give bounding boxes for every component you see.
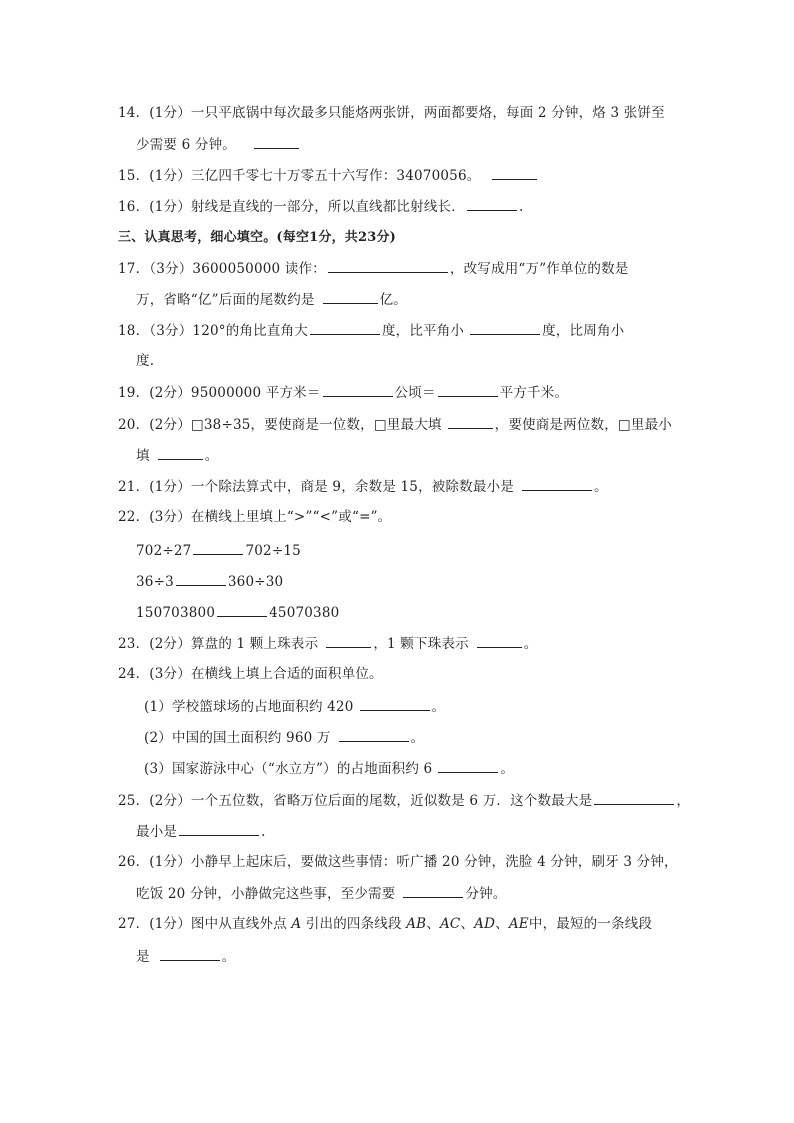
answer-blank[interactable] [176,571,226,586]
question-23: 23．(2分）算盘的 1 颗上珠表示 ，1 颗下珠表示 。 [118,633,538,654]
question-15 [118,165,539,186]
answer-blank[interactable] [158,445,203,460]
question-17-text: 17．（3分）3600050000 读作： [118,261,326,277]
segment-label: AC [439,916,461,932]
question-19-text: 19．(2分）95000000 平方米＝ [118,385,321,401]
answer-blank[interactable] [448,414,493,429]
segment-label: AD [474,916,496,932]
question-18-text: 18．（3分）120°的角比直角大 [118,323,308,339]
question-14-line-2 [136,134,301,155]
question-17-line-2: 万，省略“亿”后面的尾数约是 亿。 [136,289,407,310]
question-21-text: 21．(1分）一个除法算式中，商是 9，余数是 15，被除数最小是 [118,479,514,495]
question-25-line-1: 25．(2分）一个五位数，省略万位后面的尾数，近似数是 6 万．这个数最大是 ， [118,790,690,811]
answer-blank[interactable] [470,320,540,335]
segment-label: AE [508,916,529,932]
question-14-text: 14．(1分）一只平底锅中每次最多只能烙两张饼，两面都要烙，每面 2 分钟，烙 3 张饼至 [118,105,665,121]
answer-blank[interactable] [193,540,243,555]
question-16-text: 16．(1分）射线是直线的一部分，所以直线都比射线长． [118,199,465,215]
question-19: 19．(2分）95000000 平方米＝ 公顷＝ 平方千米。 [118,382,568,403]
question-23-text: 23．(2分）算盘的 1 颗上珠表示 [118,636,319,652]
question-20-text: 20．(2分）□38÷35，要使商是一位数，□里最大填 [118,417,442,433]
answer-blank[interactable] [328,258,448,273]
question-26-text: 26．(1分）小静早上起床后，要做这些事情：听广播 20 分钟，洗脸 4 分钟，刷牙 3 分钟， [118,854,678,870]
answer-blank[interactable] [438,758,498,773]
question-22-row-1: 702÷27 702÷15 [136,540,301,561]
point-label: A [291,916,302,932]
answer-blank[interactable] [492,165,537,180]
answer-blank[interactable] [254,134,299,149]
answer-blank[interactable] [217,602,267,617]
question-17-line-1: 17．（3分）3600050000 读作： ，改写成用“万”作单位的数是 [118,258,629,279]
question-22-text: 22．(3分）在横线上里填上“>”“<”或“=”。 [118,509,392,525]
question-14-text-cont: 少需要 6 分钟。 [136,137,236,153]
answer-blank[interactable] [323,382,393,397]
answer-blank[interactable] [326,633,371,648]
answer-blank[interactable] [403,883,463,898]
question-27-line-1: 27．(1分）图中从直线外点 A 引出的四条线段 AB、AC、AD、AE中，最短的一条线段 [118,916,653,932]
question-20-line-1: 20．(2分）□38÷35，要使商是一位数，□里最大填 ，要使商是两位数，□里最小 [118,414,672,435]
question-26-line-1 [118,852,678,872]
question-14-line-1 [118,103,665,123]
question-25-line-2: 最小是 . [136,821,266,842]
answer-blank[interactable] [467,196,517,211]
section-heading: 三、认真思考，细心填空。(每空1分，共23分) [118,230,397,245]
segment-label: AB [406,916,427,932]
question-24-sub-2: (2）中国的国土面积约 960 万 。 [144,727,424,748]
question-22 [118,507,391,527]
question-24-sub-1: (1）学校篮球场的占地面积约 420 。 [144,696,445,717]
question-15-text: 15．(1分）三亿四千零七十万零五十六写作：34070056。 [118,168,481,184]
answer-blank[interactable] [477,633,522,648]
question-24 [118,664,383,684]
question-20-line-2: 填 。 [136,445,218,466]
answer-blank[interactable] [594,790,674,805]
question-22-row-2: 36÷3 360÷30 [136,571,283,592]
question-21: 21．(1分）一个除法算式中，商是 9，余数是 15，被除数最小是 。 [118,476,608,497]
answer-blank[interactable] [339,727,409,742]
answer-blank[interactable] [179,821,259,836]
question-24-text: 24．(3分）在横线上填上合适的面积单位。 [118,666,383,682]
question-27-text: 27．(1分）图中从直线外点 [118,916,287,932]
answer-blank[interactable] [323,289,378,304]
question-22-row-3: 150703800 45070380 [136,602,339,623]
question-25-text: 25．(2分）一个五位数，省略万位后面的尾数，近似数是 6 万．这个数最大是 [118,793,593,809]
question-18-line-1: 18．（3分）120°的角比直角大 度，比平角小 度，比周角小 [118,320,624,341]
answer-blank[interactable] [438,382,498,397]
question-24-sub-3: (3）国家游泳中心（“水立方”）的占地面积约 6 。 [144,758,514,779]
answer-blank[interactable] [360,696,430,711]
answer-blank[interactable] [310,320,380,335]
answer-blank[interactable] [522,476,592,491]
question-27-line-2: 是 。 [136,946,235,967]
question-26-line-2: 吃饭 20 分钟，小静做完这些事，至少需要 分钟。 [136,883,507,904]
answer-blank[interactable] [160,946,220,961]
question-18-line-2: 度. [136,353,155,369]
question-16: 16．(1分）射线是直线的一部分，所以直线都比射线长． . [118,196,523,217]
